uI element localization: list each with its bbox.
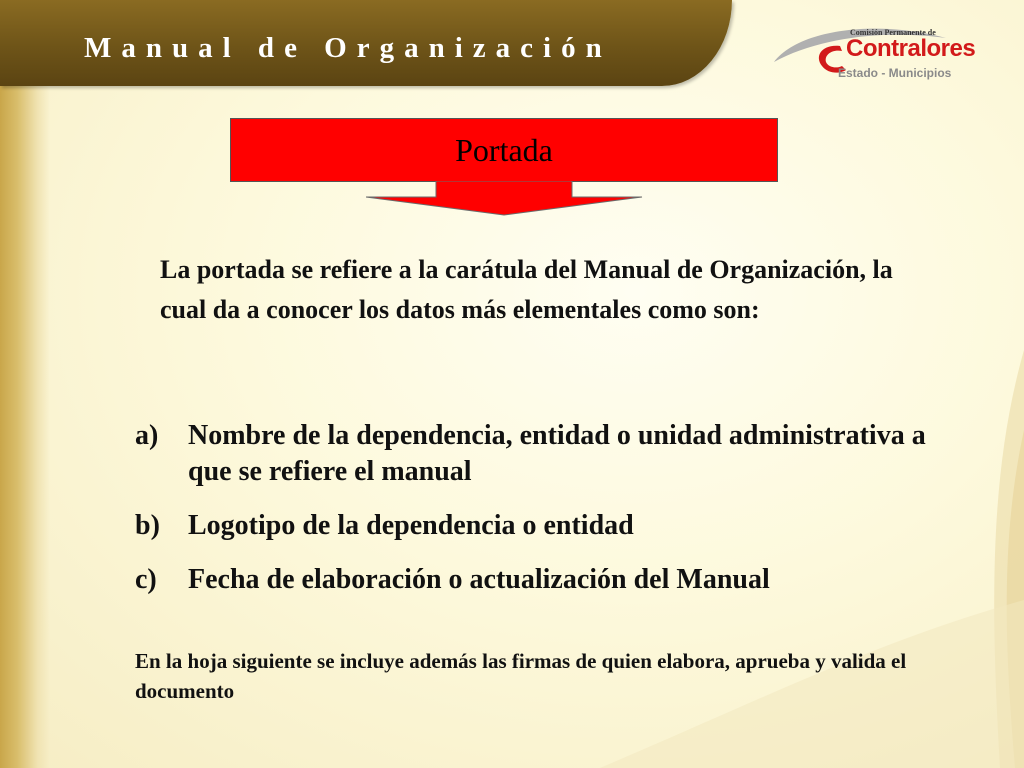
list-marker: c)	[135, 564, 157, 595]
header-title: Manual de Organización	[84, 32, 612, 64]
section-title-box	[230, 118, 778, 182]
list-item	[135, 562, 935, 598]
logo-main-text: Contralores	[846, 35, 976, 62]
list-item-text: Logotipo de la dependencia o entidad	[188, 510, 634, 541]
logo-sub-text: Estado - Municipios	[838, 66, 952, 80]
contralores-logo	[770, 22, 976, 92]
list-marker: b)	[135, 510, 160, 541]
list-marker: a)	[135, 420, 159, 451]
header-band	[0, 0, 732, 86]
footer-note: En la hoja siguiente se incluye además las firmas de quien elabora, aprueba y valida el documento	[135, 649, 907, 703]
list-item-text: Fecha de elaboración o actualización del Manual	[188, 564, 770, 595]
list-item-text: Nombre de la dependencia, entidad o unidad administrativa a que se refiere el manual	[188, 420, 926, 487]
requirements-list	[135, 418, 935, 616]
list-item	[135, 508, 935, 544]
down-arrow-icon	[366, 181, 644, 217]
section-title: Portada	[455, 131, 553, 168]
logo-small-text: Comisión Permanente de	[850, 28, 936, 37]
list-item	[135, 418, 935, 490]
intro-paragraph: La portada se refiere a la carátula del Manual de Organización, la cual da a conocer los datos más elementales como son:	[160, 255, 893, 324]
